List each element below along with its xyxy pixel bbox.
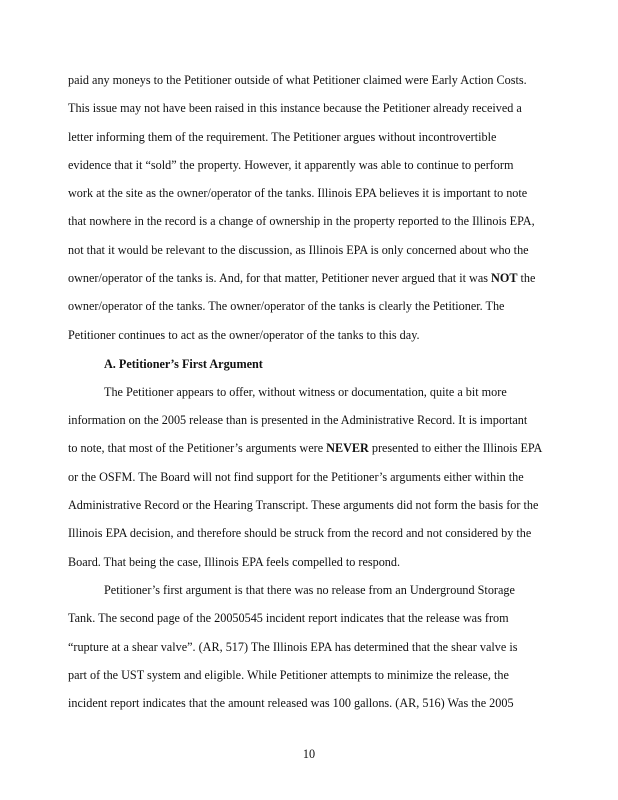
text-line: Board. That being the case, Illinois EPA feels compelled to respond. (68, 555, 401, 569)
text-line: This issue may not have been raised in this instance because the Petitioner already received a (68, 101, 522, 115)
text-line: paid any moneys to the Petitioner outside of what Petitioner claimed were Early Action Costs. (68, 73, 527, 87)
page-number: 10 (302, 747, 316, 761)
text-line: not that it would be relevant to the discussion, as Illinois EPA is only concerned about who the (68, 243, 529, 257)
text-line: Petitioner’s first argument is that there was no release from an Underground Storage (104, 583, 515, 597)
text-line: “rupture at a shear valve”. (AR, 517) The Illinois EPA has determined that the shear valve is (68, 640, 518, 654)
text-line: or the OSFM. The Board will not find support for the Petitioner’s arguments either within the (68, 470, 524, 484)
text-line: Administrative Record or the Hearing Transcript. These arguments did not form the basis for the (68, 498, 539, 512)
text-line: owner/operator of the tanks is. And, for that matter, Petitioner never argued that it was NOT the (68, 271, 536, 285)
text-line: evidence that it “sold” the property. However, it apparently was able to continue to perform (68, 158, 514, 172)
text-line: incident report indicates that the amount released was 100 gallons. (AR, 516) Was the 2005 (68, 696, 514, 710)
text-line: Tank. The second page of the 20050545 incident report indicates that the release was from (68, 611, 509, 625)
text-line: owner/operator of the tanks. The owner/operator of the tanks is clearly the Petitioner. The (68, 299, 505, 313)
text-line: work at the site as the owner/operator of the tanks. Illinois EPA believes it is important to note (68, 186, 528, 200)
text-line: that nowhere in the record is a change of ownership in the property reported to the Illinois EPA, (68, 214, 535, 228)
text-line: to note, that most of the Petitioner’s arguments were NEVER presented to either the Illinois EPA (68, 441, 543, 455)
text-line: part of the UST system and eligible. While Petitioner attempts to minimize the release, the (68, 668, 509, 682)
text-line: information on the 2005 release than is presented in the Administrative Record. It is important (68, 413, 528, 427)
text-line: Petitioner continues to act as the owner/operator of the tanks to this day. (68, 328, 420, 342)
text-line: The Petitioner appears to offer, without witness or documentation, quite a bit more (104, 385, 507, 399)
section-heading: A. Petitioner’s First Argument (104, 357, 263, 371)
text-line: Illinois EPA decision, and therefore should be struck from the record and not considered by the (68, 526, 532, 540)
text-line: letter informing them of the requirement. The Petitioner argues without incontrovertible (68, 130, 497, 144)
